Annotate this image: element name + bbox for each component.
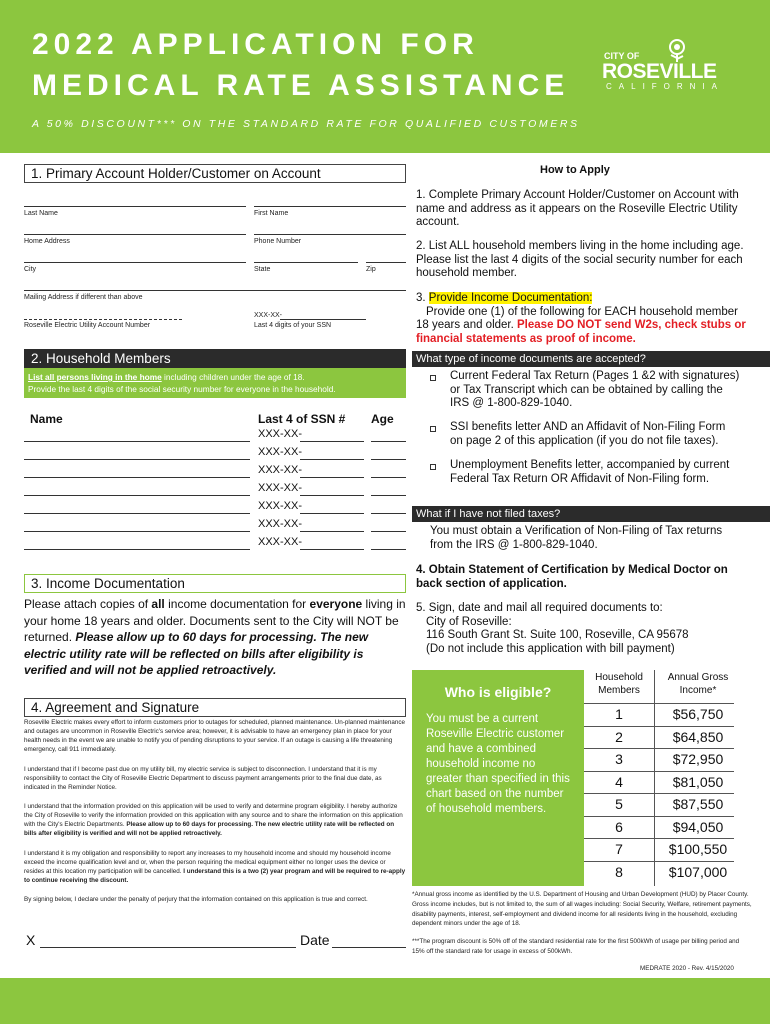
member-ssn-prefix: XXX-XX- (258, 482, 303, 494)
household-members-cell: 5 (615, 796, 623, 812)
own-ssn-field[interactable] (280, 319, 366, 320)
section3-heading: 3. Income Documentation (24, 574, 406, 593)
page-subtitle: A 50% DISCOUNT*** ON THE STANDARD RATE FOR QUALIFIED CUSTOMERS (32, 118, 580, 130)
not-filed-text: You must obtain a Verification of Non-Filing of Tax returns from the IRS @ 1-800-829-1040. (430, 525, 723, 551)
household-members-cell: 8 (615, 863, 623, 880)
member-name-field[interactable] (24, 513, 250, 514)
member-ssn-field[interactable] (300, 531, 364, 532)
member-age-field[interactable] (371, 441, 406, 442)
logo-name: ROSEVILLE (602, 60, 717, 83)
col-name: Name (30, 412, 63, 426)
discount-footnote: ***The program discount is 50% off of the standard residential rate for the first 500kWh of usage per billing period and 15% off the standard rate for usage in excess of 500kWh. (412, 938, 740, 955)
eligibility-heading: Who is eligible? (444, 684, 552, 700)
phone-number-field[interactable] (254, 234, 406, 235)
member-age-field[interactable] (371, 549, 406, 550)
logo-state: CALIFORNIA (606, 82, 725, 91)
member-name-field[interactable] (24, 441, 250, 442)
first-name-field[interactable] (254, 206, 406, 207)
how-to-apply-box (412, 164, 770, 184)
household-note-emphasis: List all persons living in the home (28, 372, 162, 382)
eligibility-body: You must be a current Roseville Electric customer and have a combined household income no greater than specified in this chart based on the number of household members. (426, 713, 570, 815)
table-row-divider (584, 838, 734, 839)
phone-number-label: Phone Number (254, 238, 302, 245)
eligibility-box (412, 670, 584, 886)
col-age: Age (371, 412, 394, 426)
col-annual-income: Annual Gross Income* (667, 672, 729, 696)
state-field[interactable] (254, 262, 358, 263)
income-doc-paragraph: Please attach copies of all income documentation for everyone living in your home 18 years and older. Documents sent to the City will NOT be returned. Please allow up to 60 days for processing. The new electric utility rate will be reflected on bills after eligibility is verified and will not be applied retroactively. (24, 597, 406, 677)
annual-income-cell: $87,550 (672, 796, 724, 812)
household-members-cell: 1 (615, 706, 623, 722)
agreement-para-2: I understand that if I become past due on my utility bill, my electric service is subject to disconnection. I understand that it is my responsibility to contact the City of Roseville Electric Department to discuss payment arrangements prior to the final due date, as indicated in the Reminder Notice. (24, 766, 382, 791)
date-field[interactable] (332, 947, 406, 948)
own-ssn-label: Last 4 digits of your SSN (254, 322, 332, 329)
member-ssn-field[interactable] (300, 477, 364, 478)
member-ssn-prefix: XXX-XX- (258, 464, 303, 476)
logo-city-of: CITY OF (604, 51, 640, 61)
income-footnote: *Annual gross income as identified by the U.S. Department of Housing and Urban Development (HUD) by Placer County. Gross income includes, but is not limited to, the sum of all wages including: Social Security, Welfare, retirement payments, disability payments, interest, self-employment and dividend income for all residents living in the household, excluding dependent minors under the age of 18. (412, 891, 752, 928)
city-field[interactable] (24, 262, 246, 263)
zip-field[interactable] (366, 262, 406, 263)
table-row-divider (584, 726, 734, 727)
table-row-divider (584, 748, 734, 749)
household-members-cell: 2 (615, 728, 623, 745)
household-members-cell: 6 (615, 818, 623, 835)
table-row-divider (584, 816, 734, 817)
member-name-field[interactable] (24, 549, 250, 550)
member-name-field[interactable] (24, 495, 250, 496)
annual-income-cell: $100,550 (668, 841, 728, 857)
step-5: 5. Sign, date and mail all required documents to: City of Roseville: 116 South Grant St. Suite 100, Roseville, CA 95678 (Do not include this application with bill payment) (416, 602, 689, 655)
annual-income-cell: $72,950 (672, 751, 724, 767)
member-name-field[interactable] (24, 531, 250, 532)
member-name-field[interactable] (24, 459, 250, 460)
col-household-members: Household Members (595, 672, 643, 696)
option-unemployment: Unemployment Benefits letter, accompanied by current Federal Tax Return OR Affidavit of Non-Filing form. (450, 459, 730, 485)
step-2: 2. List ALL household members living in the home including age. Please list the last 4 digits of the social security number for each household member. (416, 240, 744, 279)
city-label: City (24, 266, 37, 273)
annual-income-cell: $81,050 (672, 773, 724, 790)
section4-heading: 4. Agreement and Signature (24, 698, 406, 717)
member-name-field[interactable] (24, 477, 250, 478)
mailing-address-field[interactable] (24, 290, 406, 291)
household-note: List all persons living in the home including children under the age of 18. Provide the last 4 digits of the social security number for everyone in the household. (24, 368, 406, 398)
step-4: 4. Obtain Statement of Certification by Medical Doctor on back section of application. (416, 564, 728, 590)
table-row-divider (584, 703, 734, 704)
annual-income-cell: $94,050 (672, 818, 724, 835)
option-tax-return: Current Federal Tax Return (Pages 1 &2 with signatures) or Tax Transcript which can be obtained by calling the IRS @ 1-800-829-1040. (450, 370, 740, 409)
option-ssi: SSI benefits letter AND an Affidavit of Non-Filing Form on page 2 of this application (if you do not file taxes). (450, 421, 726, 447)
table-row-divider (584, 861, 734, 862)
member-age-field[interactable] (371, 513, 406, 514)
member-ssn-field[interactable] (300, 441, 364, 442)
step-1: 1. Complete Primary Account Holder/Customer on Account with name and address as it appears on the Roseville Electric Utility account. (416, 189, 739, 228)
col-ssn: Last 4 of SSN # (258, 412, 346, 426)
member-ssn-prefix: XXX-XX- (258, 536, 303, 548)
checkbox-unemployment[interactable] (430, 464, 436, 470)
annual-income-cell: $56,750 (672, 706, 724, 722)
agreement-para-3: I understand that the information provided on this application will be used to verify and determine program eligibility. I hereby authorize the City of Roseville to verify the information provided on this application with any source and to share the information on this application with the City's Electric Departments. Please allow up to 60 days for processing. The new electric utility rate will be reflected on bills after eligibility is verified and will not be applied retroactively. (24, 803, 403, 837)
annual-income-cell: $64,850 (672, 728, 724, 745)
page-title: 2022 APPLICATION FOR MEDICAL RATE ASSISTANCE (32, 28, 570, 102)
first-name-label: First Name (254, 210, 289, 217)
account-number-field[interactable] (24, 319, 182, 320)
household-members-cell: 3 (615, 751, 623, 767)
household-members-cell: 7 (615, 841, 623, 857)
date-label: Date (300, 932, 330, 948)
income-docs-bar: What type of income documents are accepted? (412, 351, 770, 367)
how-to-apply-heading: How to Apply (540, 164, 610, 176)
state-label: State (254, 266, 271, 273)
zip-label: Zip (366, 266, 376, 273)
annual-income-cell: $107,000 (668, 863, 728, 880)
checkbox-ssi[interactable] (430, 426, 436, 432)
table-row-divider (584, 771, 734, 772)
step-3: 3. Provide Income Documentation: Provide one (1) of the following for EACH household member 18 years and older. Please DO NOT send W2s, check stubs or financial statements as proof of income. (416, 292, 746, 345)
agreement-para-5: By signing below, I declare under the penalty of perjury that the information contained on this application is true and correct. (24, 896, 368, 903)
account-number-label: Roseville Electric Utility Account Number (24, 322, 151, 329)
city-logo (598, 38, 725, 94)
signature-field[interactable] (40, 947, 296, 948)
section1-heading: 1. Primary Account Holder/Customer on Account (24, 164, 406, 183)
member-ssn-prefix: XXX-XX- (258, 428, 303, 440)
member-ssn-field[interactable] (300, 513, 364, 514)
signature-x: X (26, 932, 36, 948)
form-id: MEDRATE 2020 - Rev. 4/15/2020 (640, 965, 734, 972)
member-ssn-prefix: XXX-XX- (258, 446, 303, 458)
last-name-label: Last Name (24, 210, 58, 217)
not-filed-bar: What if I have not filed taxes? (412, 506, 770, 522)
checkbox-tax-return[interactable] (430, 375, 436, 381)
household-members-cell: 4 (615, 773, 623, 790)
member-age-field[interactable] (371, 495, 406, 496)
member-ssn-field[interactable] (300, 549, 364, 550)
mailing-address-label: Mailing Address if different than above (24, 294, 143, 301)
section2-heading: 2. Household Members (24, 349, 406, 368)
last-name-field[interactable] (24, 206, 246, 207)
member-ssn-field[interactable] (300, 495, 364, 496)
table-row-divider (584, 793, 734, 794)
rose-icon (662, 38, 692, 62)
member-ssn-field[interactable] (300, 459, 364, 460)
home-address-label: Home Address (24, 238, 70, 245)
header-band (0, 0, 770, 153)
footer-band (0, 978, 770, 1024)
member-ssn-prefix: XXX-XX- (258, 518, 303, 530)
member-age-field[interactable] (371, 459, 406, 460)
member-age-field[interactable] (371, 531, 406, 532)
ssn-prefix: XXX-XX- (254, 312, 283, 319)
member-ssn-prefix: XXX-XX- (258, 500, 303, 512)
member-age-field[interactable] (371, 477, 406, 478)
home-address-field[interactable] (24, 234, 246, 235)
agreement-para-4: I understand it is my obligation and responsibility to report any increases to my household income and should my household income exceed the income qualification level and or, when the person requiring the medical equipment either no longer uses the device or resides at this location my participation will be cancelled. I understand this is a two (2) year program and will be required to re-apply to continue receiving the discount. (24, 850, 406, 884)
agreement-para-1: Roseville Electric makes every effort to inform customers prior to outages for scheduled, planned maintenance. Un-planned maintenance and outages are uncommon in Roseville Electric's service area; however, it is advisable to have an emergency plan in place for your health needs in the event we are unable to notify you of pending disruptions to your service. If an outage is causing a life threatening emergency, call 911 immediately. (24, 719, 406, 753)
